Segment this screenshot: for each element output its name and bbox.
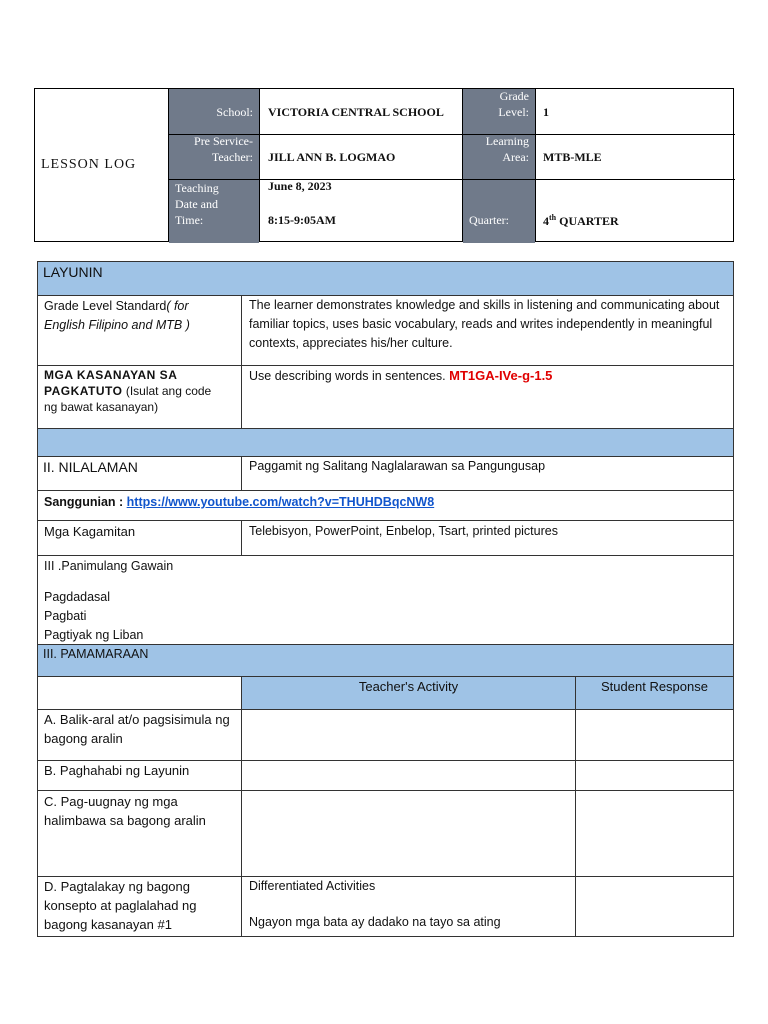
grade-value: 1 [543, 105, 549, 119]
student-response-header: Student Response [601, 679, 708, 694]
standard-note-line2: English Filipino and MTB ) [44, 318, 190, 332]
date-label-line1: Teaching [175, 181, 219, 195]
grade-label-line1: Grade [499, 89, 529, 103]
area-label-line2: Area: [502, 150, 529, 164]
step-c-cell [44, 792, 240, 830]
date-label-line3: Time: [175, 213, 204, 227]
nilalaman-row [37, 456, 734, 491]
layunin-heading: LAYUNIN [43, 264, 103, 280]
sanggunian-cell [44, 493, 434, 512]
kagamitan-text: Telebisyon, PowerPoint, Enbelop, Tsart, printed pictures [249, 524, 558, 538]
lesson-log-title: LESSON LOG [41, 157, 137, 172]
standard-text-line2: familiar topics, uses basic vocabulary, reads and writes independently in meaningful [249, 317, 713, 331]
kasanayan-code: MT1GA-IVe-g-1.5 [449, 368, 553, 383]
teacher-activity-header: Teacher's Activity [358, 679, 459, 694]
step-d-line2: konsepto at paglalahad ng [44, 898, 197, 913]
kasanayan-note-line1: (Isulat ang code [122, 384, 212, 398]
standard-note-line1: ( for [166, 299, 189, 313]
panimula-item-pagdadasal: Pagdadasal [44, 590, 111, 604]
differentiated-activities-text: Ngayon mga bata ay dadako na tayo sa ating [249, 915, 501, 929]
pamamaraan-heading: III. PAMAMARAAN [43, 647, 149, 661]
teacher-label-line2: Teacher: [211, 150, 253, 164]
layunin-row [37, 261, 734, 296]
step-c-line2: halimbawa sa bagong aralin [44, 813, 206, 828]
teacher-label-line1: Pre Service- [194, 134, 253, 148]
panimula-item-pagbati: Pagbati [44, 609, 87, 623]
pamamaraan-row [37, 644, 734, 677]
standard-text-line1: The learner demonstrates knowledge and skills in listening and communicating about [249, 298, 720, 312]
date-value: June 8, 2023 [268, 179, 332, 193]
nilalaman-heading: II. NILALAMAN [43, 459, 138, 475]
lesson-plan-table [37, 261, 734, 937]
kagamitan-row [37, 520, 734, 556]
blank-blue-row [37, 428, 734, 457]
step-a-cell [44, 710, 240, 748]
standard-label: Grade Level Standard [44, 299, 167, 313]
step-d-teacher-cell [249, 877, 569, 932]
grade-label-line2: Level: [498, 105, 529, 119]
sanggunian-label: Sanggunian : [44, 495, 127, 509]
step-a-line2: bagong aralin [44, 731, 123, 746]
step-b-text: B. Paghahabi ng Layunin [44, 763, 190, 778]
step-d-row [37, 876, 734, 937]
area-label-line1: Learning [485, 134, 529, 148]
time-value: 8:15-9:05AM [268, 213, 336, 227]
quarter-word: QUARTER [556, 214, 619, 228]
step-d-line3: bagong kasanayan #1 [44, 917, 172, 932]
lesson-log-header [34, 88, 734, 242]
school-value: VICTORIA CENTRAL SCHOOL [268, 105, 444, 119]
step-c-line1: C. Pag-uugnay ng mga [44, 794, 178, 809]
step-d-line1: D. Pagtalakay ng bagong [44, 879, 190, 894]
step-a-row [37, 709, 734, 761]
kasanayan-row [37, 365, 734, 429]
differentiated-activities-label: Differentiated Activities [249, 879, 376, 893]
standard-label-cell [44, 297, 240, 335]
quarter-label: Quarter: [469, 213, 509, 227]
date-label-line2: Date and [175, 197, 218, 211]
kasanayan-text: Use describing words in sentences. [249, 369, 450, 383]
kagamitan-label: Mga Kagamitan [44, 524, 136, 539]
sanggunian-link[interactable]: https://www.youtube.com/watch?v=THUHDBqcNW8 [126, 495, 435, 509]
quarter-value [536, 213, 619, 229]
kasanayan-label-line1: MGA KASANAYAN SA [44, 368, 178, 382]
sanggunian-row [37, 490, 734, 521]
standard-text-line3: contexts, appreciates his/her culture. [249, 336, 453, 350]
school-label: School: [216, 105, 253, 119]
step-b-row [37, 760, 734, 791]
area-value: MTB-MLE [543, 150, 602, 164]
step-c-row [37, 790, 734, 877]
panimula-cell [44, 557, 173, 645]
kasanayan-text-cell [249, 367, 552, 386]
quarter-number: 4 [543, 214, 549, 228]
panimula-row [37, 555, 734, 645]
panimula-heading: III .Panimulang Gawain [44, 559, 174, 573]
teacher-value: JILL ANN B. LOGMAO [268, 150, 396, 164]
kasanayan-label-cell [44, 368, 240, 415]
step-d-cell [44, 877, 240, 934]
standard-text-cell [249, 296, 733, 353]
nilalaman-text: Paggamit ng Salitang Naglalarawan sa Pangungusap [249, 459, 546, 473]
kasanayan-note-line2: ng bawat kasanayan) [44, 400, 159, 414]
quarter-suffix: th [549, 213, 557, 222]
kasanayan-label-line2: PAGKATUTO [44, 384, 123, 398]
standard-row [37, 295, 734, 366]
step-a-line1: A. Balik-aral at/o pagsisimula ng [44, 712, 230, 727]
panimula-item-pagtiyak: Pagtiyak ng Liban [44, 628, 144, 642]
activity-header-row [37, 676, 734, 710]
